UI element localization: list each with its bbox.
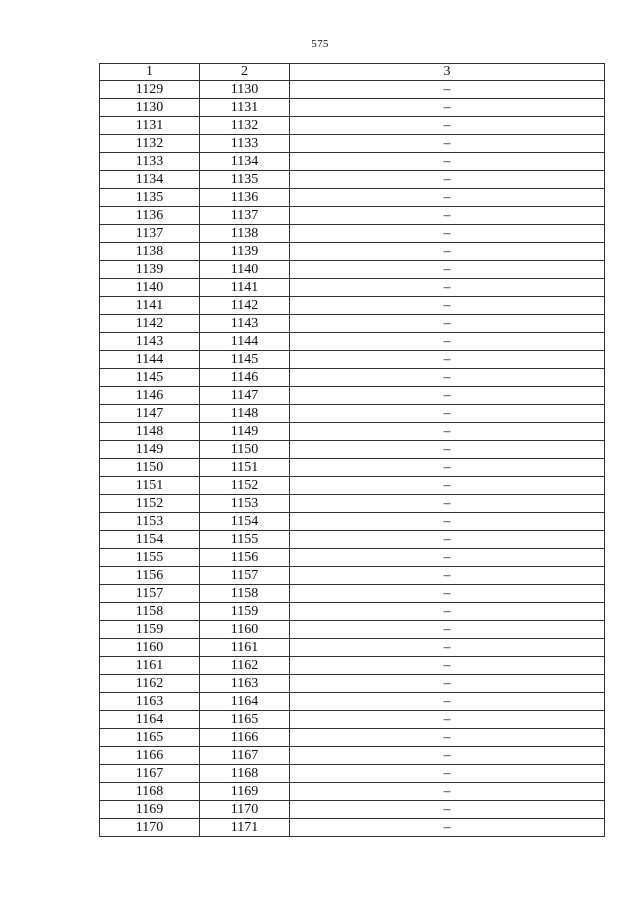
cell-col-3: – <box>290 81 605 99</box>
cell-col-2: 1153 <box>200 495 290 513</box>
page-number: 575 <box>311 38 329 50</box>
cell-col-2: 1158 <box>200 585 290 603</box>
cell-col-1: 1151 <box>100 477 200 495</box>
table-row <box>100 747 605 765</box>
cell-col-1: 1141 <box>100 297 200 315</box>
cell-col-1: 1152 <box>100 495 200 513</box>
table-row <box>100 513 605 531</box>
cell-col-3: – <box>290 135 605 153</box>
cell-col-3: – <box>290 603 605 621</box>
cell-col-1: 1156 <box>100 567 200 585</box>
table-row <box>100 333 605 351</box>
cell-col-2: 1134 <box>200 153 290 171</box>
cell-col-3: – <box>290 693 605 711</box>
cell-col-3: – <box>290 513 605 531</box>
cell-col-3: – <box>290 747 605 765</box>
cell-col-2: 1170 <box>200 801 290 819</box>
cell-col-2: 1167 <box>200 747 290 765</box>
cell-col-1: 1158 <box>100 603 200 621</box>
cell-col-1: 1135 <box>100 189 200 207</box>
cell-col-1: 1167 <box>100 765 200 783</box>
cell-col-2: 1155 <box>200 531 290 549</box>
cell-col-1: 1147 <box>100 405 200 423</box>
cell-col-1: 1157 <box>100 585 200 603</box>
cell-col-2: 1139 <box>200 243 290 261</box>
cell-col-1: 1159 <box>100 621 200 639</box>
cell-col-1: 1143 <box>100 333 200 351</box>
table-row <box>100 225 605 243</box>
cell-col-1: 1131 <box>100 117 200 135</box>
cell-col-3: – <box>290 531 605 549</box>
cell-col-2: 1154 <box>200 513 290 531</box>
table-row <box>100 423 605 441</box>
cell-col-1: 1161 <box>100 657 200 675</box>
table-row <box>100 765 605 783</box>
cell-col-2: 1166 <box>200 729 290 747</box>
cell-col-1: 1162 <box>100 675 200 693</box>
cell-col-3: – <box>290 333 605 351</box>
cell-col-2: 1160 <box>200 621 290 639</box>
table-row <box>100 99 605 117</box>
table-row <box>100 477 605 495</box>
cell-col-3: – <box>290 279 605 297</box>
cell-col-3: – <box>290 639 605 657</box>
cell-col-2: 1136 <box>200 189 290 207</box>
cell-col-2: 1130 <box>200 81 290 99</box>
cell-col-2: 1144 <box>200 333 290 351</box>
table-row <box>100 189 605 207</box>
cell-col-3: – <box>290 189 605 207</box>
table-row <box>100 675 605 693</box>
cell-col-2: 1138 <box>200 225 290 243</box>
cell-col-1: 1133 <box>100 153 200 171</box>
cell-col-2: 1148 <box>200 405 290 423</box>
cell-col-3: – <box>290 153 605 171</box>
cell-col-2: 1143 <box>200 315 290 333</box>
table-row <box>100 135 605 153</box>
cell-col-3: – <box>290 657 605 675</box>
cell-col-1: 1142 <box>100 315 200 333</box>
table-row <box>100 171 605 189</box>
cell-col-2: 1142 <box>200 297 290 315</box>
table-row <box>100 297 605 315</box>
cell-col-3: – <box>290 585 605 603</box>
cell-col-1: 1163 <box>100 693 200 711</box>
cell-col-2: 1171 <box>200 819 290 837</box>
table-row <box>100 369 605 387</box>
cell-col-1: 1134 <box>100 171 200 189</box>
cell-col-3: – <box>290 729 605 747</box>
cell-col-1: 1144 <box>100 351 200 369</box>
cell-col-1: 1166 <box>100 747 200 765</box>
cell-col-3: – <box>290 315 605 333</box>
cell-col-3: – <box>290 567 605 585</box>
cell-col-2: 1150 <box>200 441 290 459</box>
table-row <box>100 693 605 711</box>
data-table <box>99 63 605 837</box>
table-row <box>100 441 605 459</box>
cell-col-3: – <box>290 171 605 189</box>
table-row <box>100 729 605 747</box>
table-row <box>100 603 605 621</box>
table-row <box>100 621 605 639</box>
cell-col-1: 1140 <box>100 279 200 297</box>
cell-col-3: – <box>290 621 605 639</box>
cell-col-2: 1151 <box>200 459 290 477</box>
cell-col-1: 1169 <box>100 801 200 819</box>
cell-col-2: 1162 <box>200 657 290 675</box>
cell-col-1: 1149 <box>100 441 200 459</box>
cell-col-2: 1133 <box>200 135 290 153</box>
table-header-row <box>100 64 605 81</box>
table-row <box>100 153 605 171</box>
cell-col-2: 1132 <box>200 117 290 135</box>
cell-col-2: 1145 <box>200 351 290 369</box>
cell-col-2: 1159 <box>200 603 290 621</box>
table-row <box>100 387 605 405</box>
cell-col-2: 1137 <box>200 207 290 225</box>
cell-col-2: 1135 <box>200 171 290 189</box>
cell-col-3: – <box>290 351 605 369</box>
cell-col-3: – <box>290 405 605 423</box>
cell-col-1: 1160 <box>100 639 200 657</box>
cell-col-3: – <box>290 477 605 495</box>
table-row <box>100 243 605 261</box>
table-row <box>100 81 605 99</box>
cell-col-1: 1137 <box>100 225 200 243</box>
cell-col-2: 1141 <box>200 279 290 297</box>
cell-col-1: 1170 <box>100 819 200 837</box>
cell-col-1: 1150 <box>100 459 200 477</box>
table-row <box>100 819 605 837</box>
cell-col-2: 1157 <box>200 567 290 585</box>
table-row <box>100 585 605 603</box>
cell-col-2: 1156 <box>200 549 290 567</box>
cell-col-2: 1163 <box>200 675 290 693</box>
table-header <box>100 64 605 81</box>
cell-col-3: – <box>290 441 605 459</box>
cell-col-1: 1138 <box>100 243 200 261</box>
cell-col-2: 1149 <box>200 423 290 441</box>
table-row <box>100 207 605 225</box>
cell-col-1: 1168 <box>100 783 200 801</box>
cell-col-3: – <box>290 495 605 513</box>
cell-col-3: – <box>290 225 605 243</box>
cell-col-2: 1146 <box>200 369 290 387</box>
table-body <box>100 81 605 837</box>
cell-col-1: 1146 <box>100 387 200 405</box>
cell-col-2: 1131 <box>200 99 290 117</box>
table-row <box>100 711 605 729</box>
cell-col-3: – <box>290 675 605 693</box>
table-row <box>100 801 605 819</box>
table-row <box>100 351 605 369</box>
cell-col-1: 1165 <box>100 729 200 747</box>
cell-col-2: 1165 <box>200 711 290 729</box>
cell-col-3: – <box>290 261 605 279</box>
cell-col-1: 1136 <box>100 207 200 225</box>
table-row <box>100 459 605 477</box>
table-row <box>100 567 605 585</box>
cell-col-3: – <box>290 243 605 261</box>
cell-col-3: – <box>290 459 605 477</box>
column-header-3: 3 <box>290 64 605 81</box>
cell-col-3: – <box>290 369 605 387</box>
table-row <box>100 783 605 801</box>
table-row <box>100 495 605 513</box>
cell-col-1: 1155 <box>100 549 200 567</box>
cell-col-3: – <box>290 117 605 135</box>
cell-col-1: 1148 <box>100 423 200 441</box>
table-row <box>100 315 605 333</box>
cell-col-1: 1132 <box>100 135 200 153</box>
cell-col-3: – <box>290 711 605 729</box>
table-row <box>100 639 605 657</box>
cell-col-3: – <box>290 819 605 837</box>
cell-col-1: 1139 <box>100 261 200 279</box>
cell-col-3: – <box>290 801 605 819</box>
cell-col-2: 1152 <box>200 477 290 495</box>
cell-col-3: – <box>290 549 605 567</box>
table-row <box>100 549 605 567</box>
cell-col-1: 1130 <box>100 99 200 117</box>
table-row <box>100 117 605 135</box>
table-row <box>100 405 605 423</box>
cell-col-1: 1154 <box>100 531 200 549</box>
cell-col-3: – <box>290 297 605 315</box>
cell-col-3: – <box>290 783 605 801</box>
table-row <box>100 657 605 675</box>
cell-col-2: 1164 <box>200 693 290 711</box>
cell-col-3: – <box>290 387 605 405</box>
cell-col-1: 1164 <box>100 711 200 729</box>
cell-col-3: – <box>290 207 605 225</box>
table-row <box>100 279 605 297</box>
cell-col-3: – <box>290 765 605 783</box>
column-header-2: 2 <box>200 64 290 81</box>
table-row <box>100 261 605 279</box>
cell-col-1: 1129 <box>100 81 200 99</box>
cell-col-3: – <box>290 99 605 117</box>
column-header-1: 1 <box>100 64 200 81</box>
table-row <box>100 531 605 549</box>
cell-col-2: 1140 <box>200 261 290 279</box>
cell-col-1: 1153 <box>100 513 200 531</box>
cell-col-3: – <box>290 423 605 441</box>
cell-col-2: 1168 <box>200 765 290 783</box>
cell-col-1: 1145 <box>100 369 200 387</box>
cell-col-2: 1147 <box>200 387 290 405</box>
cell-col-2: 1161 <box>200 639 290 657</box>
cell-col-2: 1169 <box>200 783 290 801</box>
